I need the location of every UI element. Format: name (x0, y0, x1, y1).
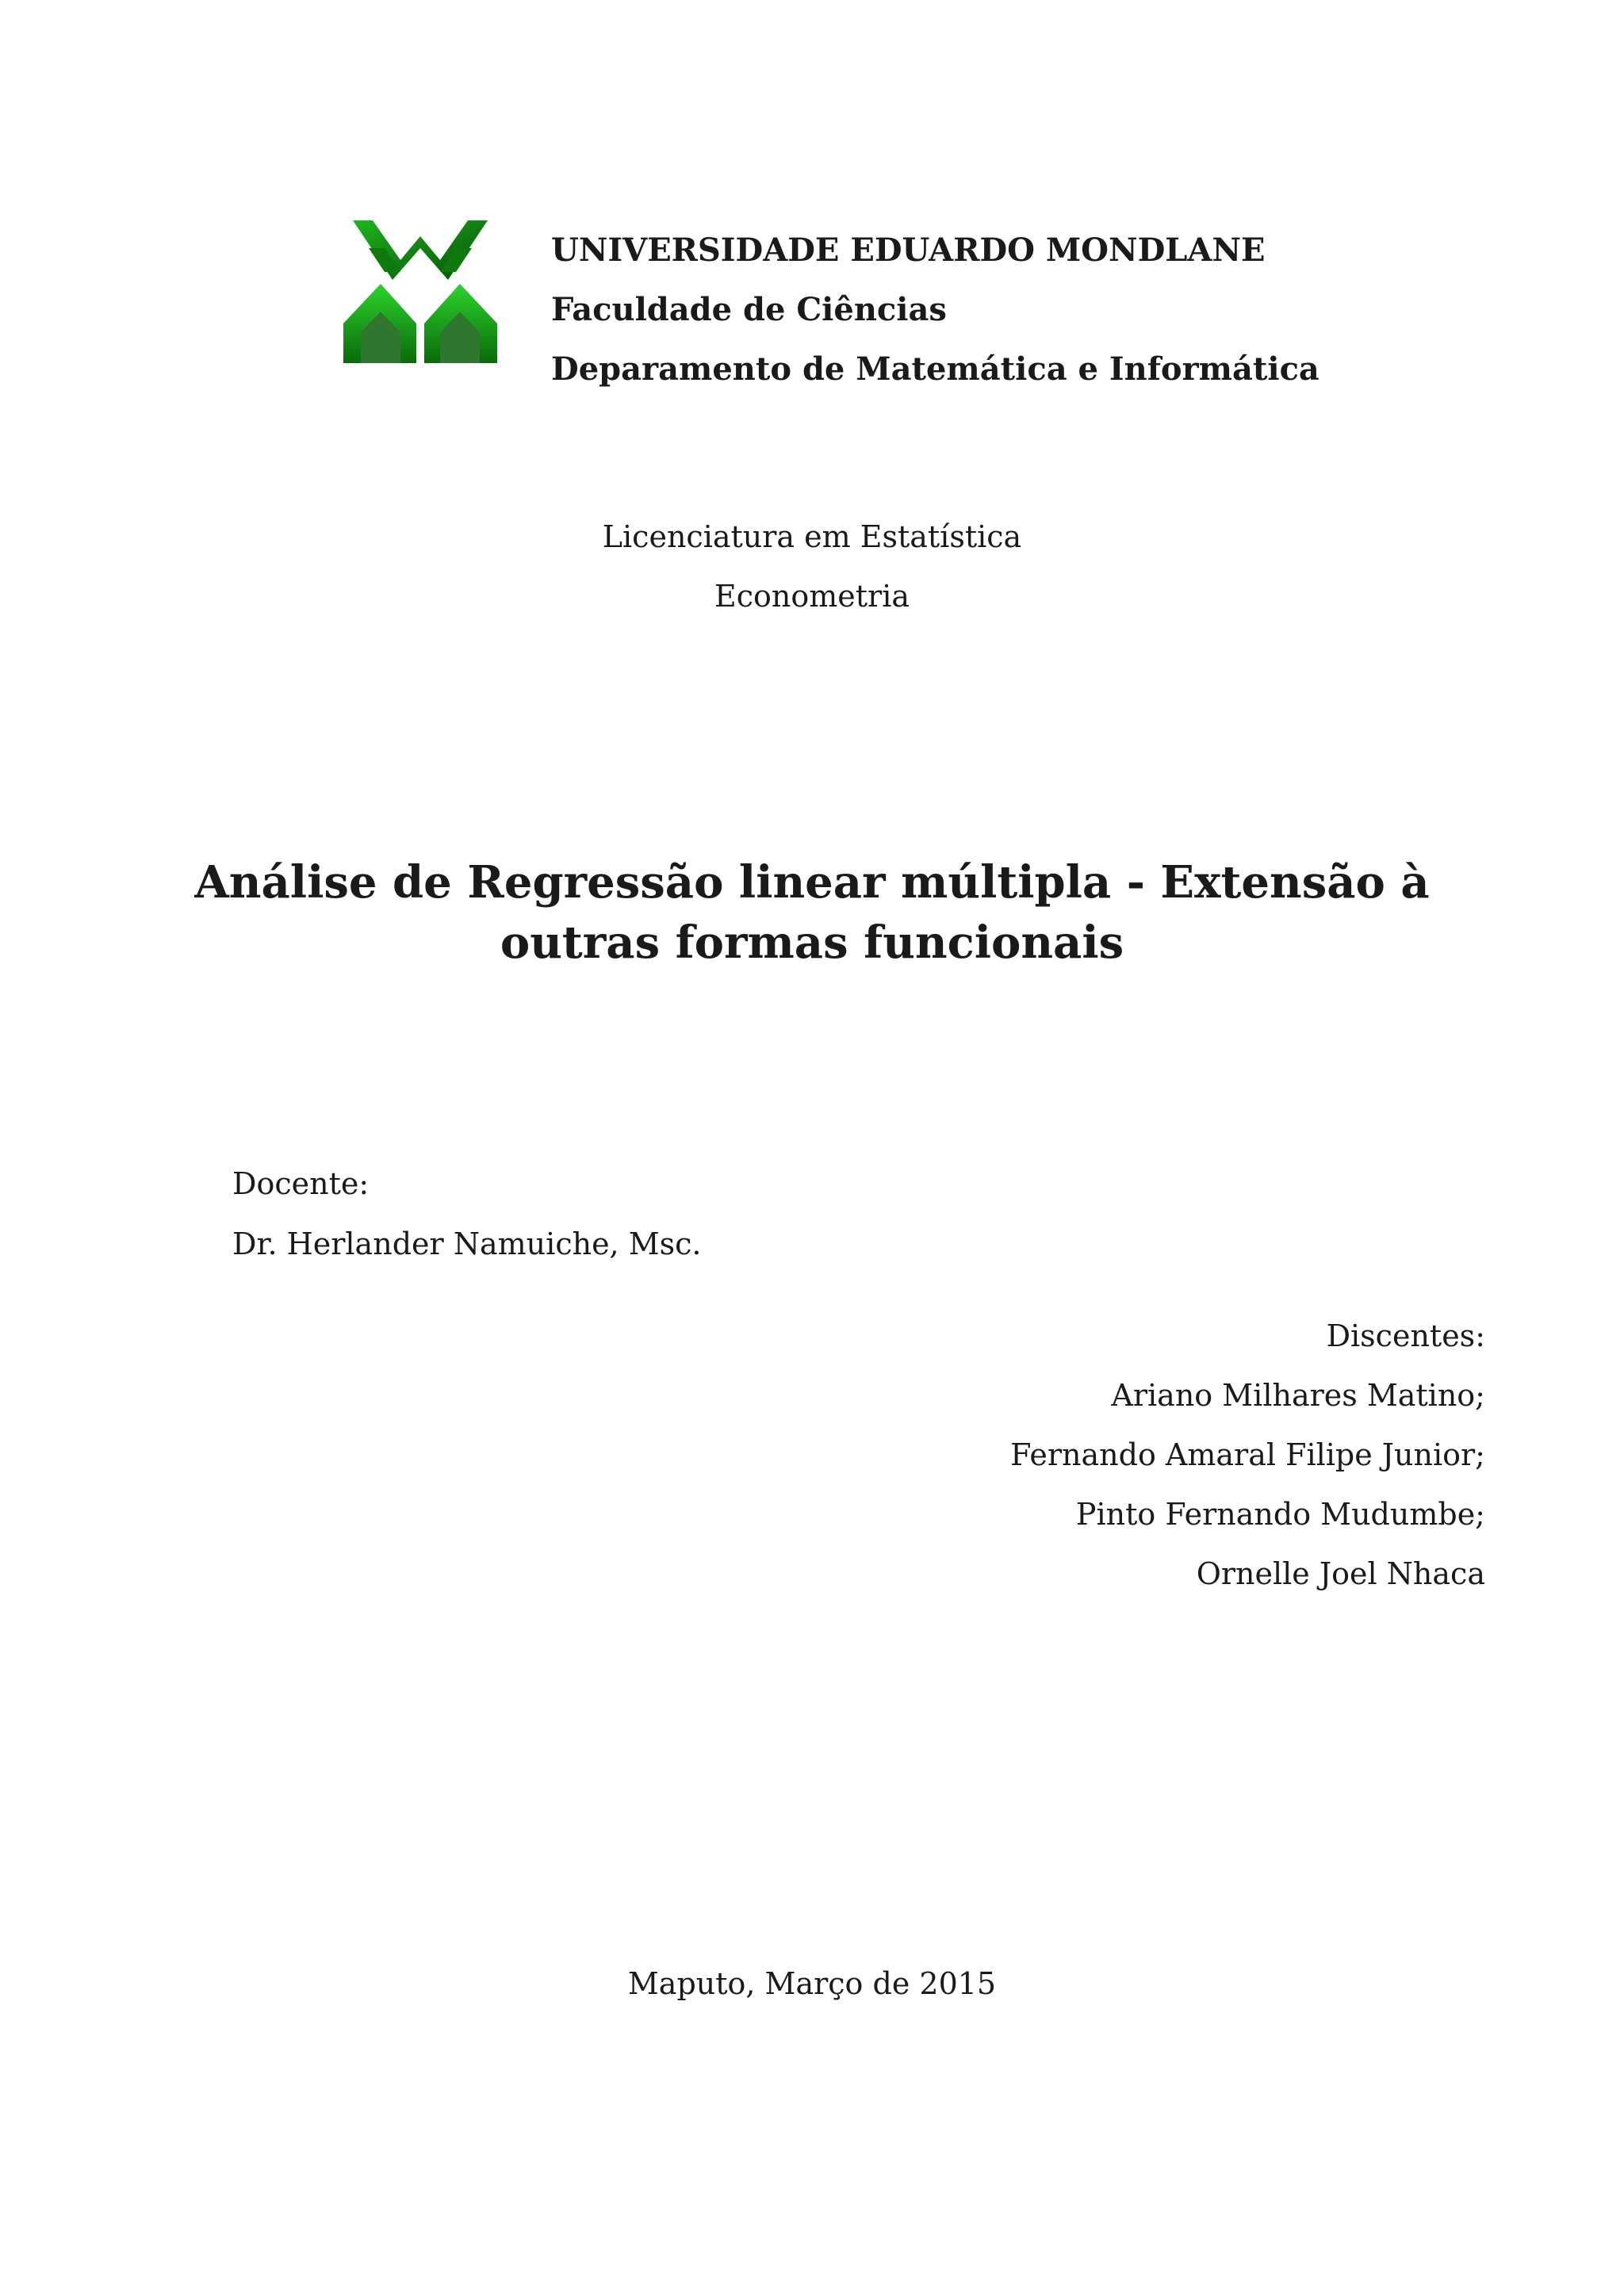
university-name: UNIVERSIDADE EDUARDO MONDLANE (551, 232, 1266, 269)
student-name: Fernando Amaral Filipe Junior; (1010, 1437, 1485, 1472)
course-info (0, 507, 1624, 626)
subject-name: Econometria (714, 579, 910, 614)
university-logo-icon (337, 205, 504, 371)
student-name: Pinto Fernando Mudumbe; (1075, 1497, 1485, 1532)
teacher-name: Dr. Herlander Namuiche, Msc. (232, 1226, 702, 1261)
institution-header (551, 220, 1320, 399)
teacher-label: Docente: (232, 1166, 370, 1201)
place-date-text: Maputo, Março de 2015 (627, 1966, 997, 2001)
title-line-1: Análise de Regressão linear múltipla - Extensão à (194, 856, 1430, 909)
department-name: Deparamento de Matemática e Informática (551, 350, 1320, 388)
title-line-2: outras formas funcionais (500, 916, 1124, 969)
faculty-name: Faculdade de Ciências (551, 291, 947, 328)
program-name: Licenciatura em Estatística (602, 519, 1022, 554)
students-label: Discentes: (1326, 1318, 1485, 1353)
student-name: Ornelle Joel Nhaca (1196, 1556, 1485, 1591)
student-name: Ariano Milhares Matino; (1111, 1378, 1485, 1413)
document-title (0, 852, 1624, 973)
students-block (1010, 1307, 1485, 1604)
teacher-block (232, 1154, 702, 1274)
place-date (0, 1954, 1624, 2014)
